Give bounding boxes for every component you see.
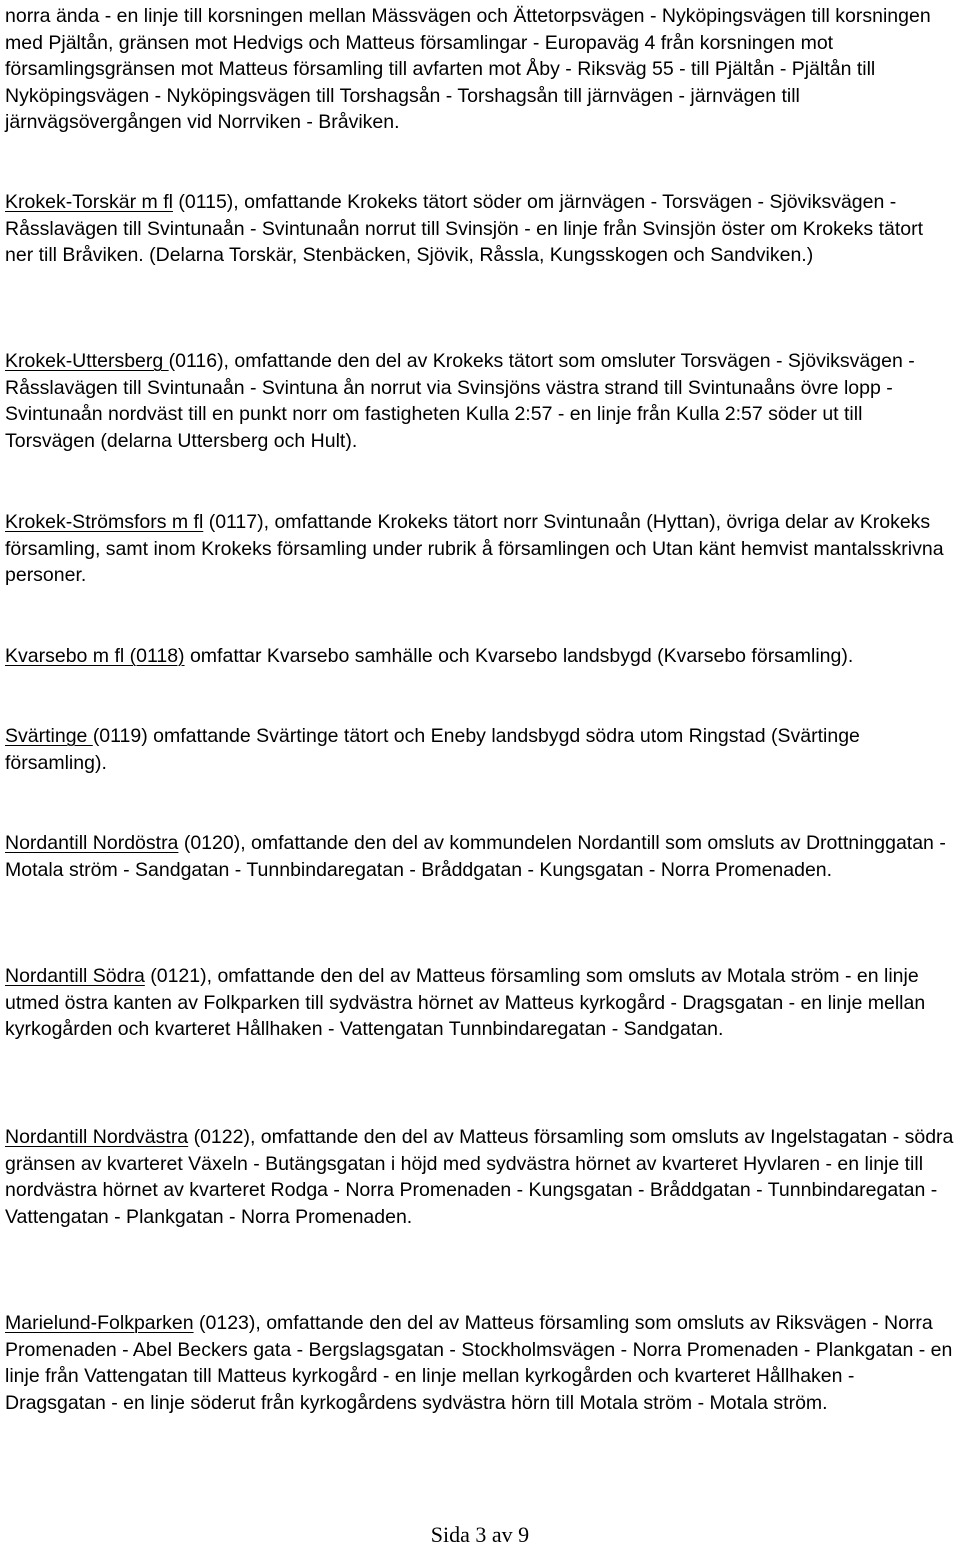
- paragraph-text: (0121), omfattande den del av Matteus församling som omsluts av Motala ström - en linje utmed östra kanten av Folkparken till sydvästra hörnet av Matteus kyrkogård - Dragsgatan - en linje mellan kyrkogården och kvarteret Hållhaken - Vattengatan Tunnbindaregatan - Sandgatan.: [5, 965, 926, 1040]
- district-name: Krokek-Uttersberg: [5, 350, 169, 372]
- paragraph-svartinge: [5, 723, 955, 776]
- paragraph-text: (0117), omfattande Krokeks tätort norr Svintunaån (Hyttan), övriga delar av Krokeks församling, samt inom Krokeks församling under rubrik å församlingen och Utan känt hemvist mantalsskrivna personer.: [5, 511, 944, 586]
- paragraph-text: (0122), omfattande den del av Matteus församling som omsluts av Ingelstagatan - södra gränsen av kvarteret Växeln - Butängsgatan i höjd med sydvästra hörnet av kvarteret Hyvlaren - en linje till nordvästra hörnet av kvarteret Rodga - Norra Promenaden - Kungsgatan - Bråddgatan - Tunnbindaregatan - Vattengatan - Plankgatan - Norra Promenaden.: [5, 1126, 954, 1228]
- paragraph-krokek-stromsfors: [5, 509, 955, 589]
- paragraph-nordantill-sodra: [5, 963, 955, 1043]
- district-name: Krokek-Torskär m fl: [5, 191, 173, 213]
- paragraph-text: (0119) omfattande Svärtinge tätort och Eneby landsbygd södra utom Ringstad (Svärtinge församling).: [5, 725, 860, 774]
- district-name: Nordantill Nordvästra: [5, 1126, 189, 1148]
- paragraph-text: (0123), omfattande den del av Matteus församling som omsluts av Riksvägen - Norra Promenaden - Abel Beckers gata - Bergslagsgatan - Stockholmsvägen - Norra Promenaden - Plankgatan - en linje från Vattengatan till Matteus kyrkogård - en linje mellan kyrkogården och kvarteret Hållhaken - Dragsgatan - en linje söderut från kyrkogårdens sydvästra hörn till Motala ström - Motala ström.: [5, 1312, 953, 1414]
- district-name: Marielund-Folkparken: [5, 1312, 194, 1334]
- paragraph-boundary-continuation: [5, 3, 955, 136]
- paragraph-nordantill-nordostra: [5, 830, 955, 883]
- paragraph-text: norra ända - en linje till korsningen mellan Mässvägen och Ättetorpsvägen - Nyköpingsvägen till korsningen med Pjältån, gränsen mot Hedvigs och Matteus församlingar - Europaväg 4 från korsningen mot församlingsgränsen mot Matteus församling till avfarten mot Åby - Riksväg 55 - till Pjältån - Pjältån till Nyköpingsvägen - Nyköpingsvägen till Torshagsån - Torshagsån till järnvägen - järnvägen till järnvägsövergången vid Norrviken - Bråviken.: [5, 5, 931, 133]
- paragraph-text: omfattar Kvarsebo samhälle och Kvarsebo landsbygd (Kvarsebo församling).: [184, 645, 854, 667]
- paragraph-marielund-folkparken: [5, 1310, 955, 1416]
- paragraph-nordantill-nordvastra: [5, 1124, 955, 1230]
- district-name: Kvarsebo m fl (0118): [5, 645, 185, 667]
- paragraph-text: (0116), omfattande den del av Krokeks tätort som omsluter Torsvägen - Sjöviksvägen - Råsslavägen till Svintunaån - Svintuna ån norrut via Svinsjöns västra strand till Svintunaåns övre lopp - Svintunaån nordväst till en punkt norr om fastigheten Kulla 2:57 - en linje från Kulla 2:57 söder ut till Torsvägen (delarna Uttersberg och Hult).: [5, 350, 915, 452]
- district-name: Svärtinge: [5, 725, 93, 747]
- paragraph-kvarsebo: [5, 643, 955, 670]
- paragraph-krokek-torskar: [5, 189, 955, 269]
- district-name: Nordantill Nordöstra: [5, 832, 179, 854]
- district-name: Krokek-Strömsfors m fl: [5, 511, 204, 533]
- paragraph-text: (0120), omfattande den del av kommundelen Nordantill som omsluts av Drottninggatan - Motala ström - Sandgatan - Tunnbindaregatan - Bråddgatan - Kungsgatan - Norra Promenaden.: [5, 832, 946, 881]
- page-number-footer: Sida 3 av 9: [430, 1522, 530, 1547]
- paragraph-krokek-uttersberg: [5, 348, 955, 454]
- paragraph-text: (0115), omfattande Krokeks tätort söder om järnvägen - Torsvägen - Sjöviksvägen - Råsslavägen till Svintunaån - Svintunaån norrut till Svinsjön - en linje från Svinsjön öster om Krokeks tätort ner till Bråviken. (Delarna Torskär, Stenbäcken, Sjövik, Råssla, Kungsskogen och Sandviken.): [5, 191, 924, 266]
- district-name: Nordantill Södra: [5, 965, 145, 987]
